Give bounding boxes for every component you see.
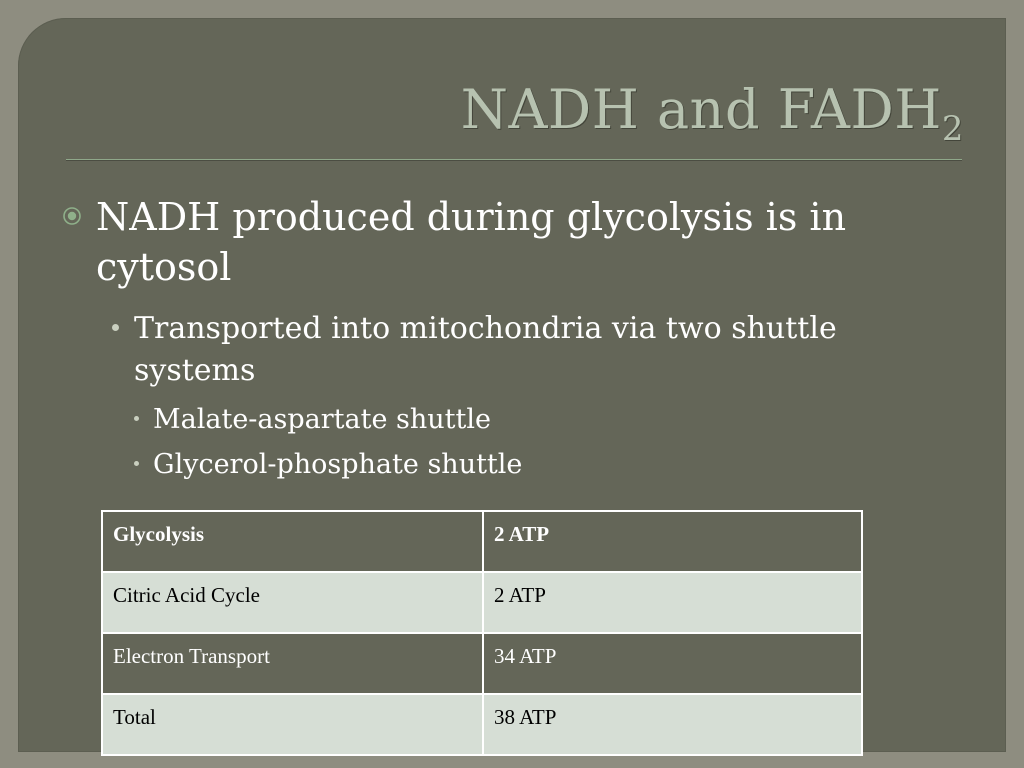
bullet-level-1 xyxy=(62,192,922,292)
bullet-dot-icon xyxy=(134,461,139,466)
table-row xyxy=(102,694,862,755)
sub-bullet-item xyxy=(134,402,491,438)
bullet-2-line-1: Transported into mitochondria via two shuttle xyxy=(134,311,837,346)
atp-table xyxy=(101,510,863,756)
table-cell-value: 34 ATP xyxy=(483,633,862,694)
table-cell-label: Total xyxy=(102,694,483,755)
table-cell-label: Electron Transport xyxy=(102,633,483,694)
table-cell-label: Glycolysis xyxy=(102,511,483,572)
bullet-2-line-2: systems xyxy=(134,353,256,388)
table-cell-value: 2 ATP xyxy=(483,511,862,572)
bullet-dot-icon xyxy=(134,416,139,421)
bullet-1-line-2: cytosol xyxy=(96,245,232,289)
table-row xyxy=(102,511,862,572)
table-cell-value: 2 ATP xyxy=(483,572,862,633)
title-main-text: NADH and FADH xyxy=(460,78,942,141)
sub-bullet-item xyxy=(134,447,522,483)
sub-bullet-text: Malate-aspartate shuttle xyxy=(153,404,491,435)
slide-title xyxy=(461,78,964,149)
bullet-level-2 xyxy=(112,308,912,392)
title-subscript: 2 xyxy=(941,108,964,149)
table-row xyxy=(102,633,862,694)
circled-dot-icon xyxy=(62,206,82,226)
bullet-1-line-1: NADH produced during glycolysis is in xyxy=(96,195,847,239)
title-divider xyxy=(66,159,962,161)
bullet-dot-icon xyxy=(112,324,119,331)
table-cell-value: 38 ATP xyxy=(483,694,862,755)
table-row xyxy=(102,572,862,633)
table-cell-label: Citric Acid Cycle xyxy=(102,572,483,633)
sub-bullet-text: Glycerol-phosphate shuttle xyxy=(153,449,523,480)
